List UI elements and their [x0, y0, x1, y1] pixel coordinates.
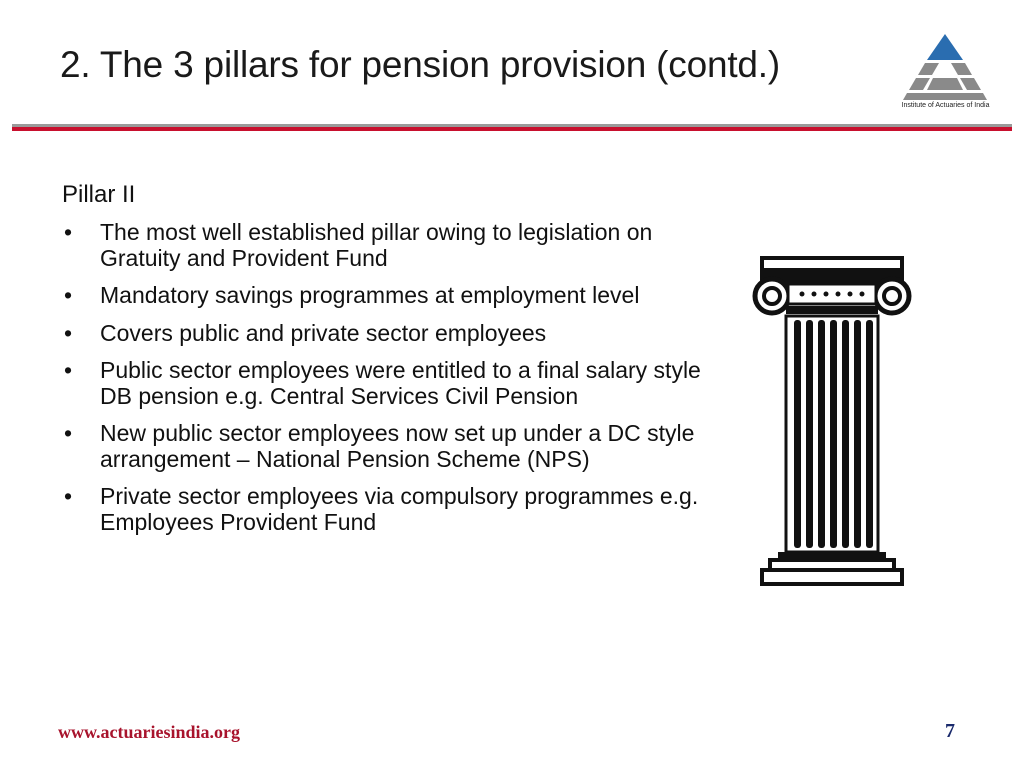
- bullet-text: The most well established pillar owing to legislation on Gratuity and Provident Fund: [100, 219, 653, 271]
- bullet-text: Mandatory savings programmes at employment level: [100, 282, 640, 308]
- page-number: 7: [945, 720, 955, 742]
- list-item: [62, 220, 702, 271]
- header-divider-red: [12, 127, 1012, 131]
- pillar-subheading: Pillar II: [62, 181, 136, 208]
- ionic-column-icon: [742, 250, 922, 590]
- bullet-dot-icon: •: [64, 483, 73, 509]
- list-item: [62, 421, 702, 472]
- bullet-text: New public sector employees now set up under a DC style arrangement – National Pension Scheme (NPS): [100, 420, 695, 472]
- footer-website-link[interactable]: www.actuariesindia.org: [58, 722, 240, 742]
- bullet-dot-icon: •: [64, 357, 73, 383]
- list-item: [62, 484, 702, 535]
- bullet-list: [62, 220, 702, 535]
- list-item: [62, 321, 702, 347]
- list-item: [62, 283, 702, 309]
- bullet-text: Covers public and private sector employees: [100, 319, 547, 346]
- bullet-text: Public sector employees were entitled to a final salary style DB pension e.g. Central Services Civil Pension: [100, 357, 701, 409]
- bullet-dot-icon: •: [64, 420, 73, 446]
- slide-title: 2. The 3 pillars for pension provision (contd.): [60, 44, 781, 85]
- list-item: [62, 358, 702, 409]
- slide-content: [62, 180, 702, 547]
- bullet-dot-icon: •: [64, 319, 73, 346]
- bullet-dot-icon: •: [64, 219, 73, 245]
- bullet-dot-icon: •: [64, 282, 73, 308]
- logo-caption: Institute of Actuaries of India: [901, 102, 990, 109]
- bullet-text: Private sector employees via compulsory programmes e.g. Employees Provident Fund: [100, 483, 699, 535]
